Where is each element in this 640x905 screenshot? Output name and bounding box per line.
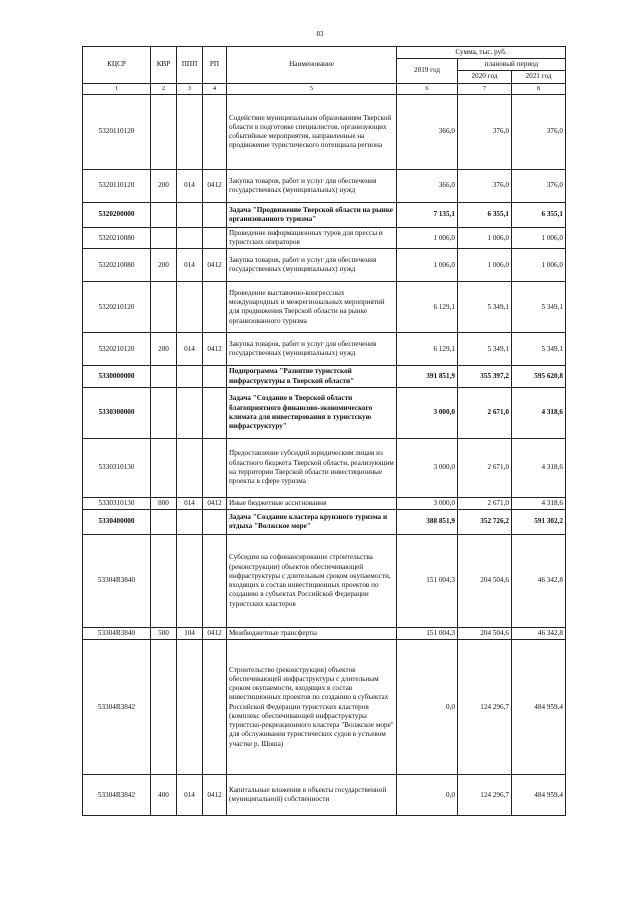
- cell-kcsr: 5320210120: [83, 282, 151, 333]
- header-index: 2: [151, 83, 177, 94]
- cell-rp: [203, 366, 227, 387]
- cell-amount-2019: 151 004,3: [397, 628, 458, 640]
- cell-kvr: [151, 282, 177, 333]
- cell-ppp: [177, 94, 203, 169]
- cell-rp: [203, 640, 227, 775]
- table-row: [83, 94, 566, 169]
- cell-ppp: 014: [177, 775, 203, 816]
- cell-name: Закупка товаров, работ и услуг для обеспечения государственных (муниципальных) нужд: [227, 169, 397, 202]
- cell-rp: [203, 387, 227, 438]
- cell-amount-2020: 1 006,0: [458, 249, 512, 282]
- table-row: [83, 775, 566, 816]
- header-index: 6: [397, 83, 458, 94]
- header-index: 8: [512, 83, 566, 94]
- table-body: [83, 94, 566, 815]
- table-header: [83, 47, 566, 95]
- cell-kvr: [151, 202, 177, 227]
- cell-kcsr: 53304R3842: [83, 640, 151, 775]
- cell-kvr: [151, 227, 177, 248]
- header-index: 7: [458, 83, 512, 94]
- cell-name: Капитальные вложения в объекты государственной (муниципальной) собственности: [227, 775, 397, 816]
- cell-amount-2020: 124 296,7: [458, 640, 512, 775]
- cell-amount-2021: 5 349,1: [512, 282, 566, 333]
- cell-amount-2020: 204 504,6: [458, 628, 512, 640]
- cell-amount-2021: 4 318,6: [512, 438, 566, 497]
- cell-kvr: 200: [151, 169, 177, 202]
- cell-amount-2020: 6 355,1: [458, 202, 512, 227]
- cell-rp: [203, 438, 227, 497]
- cell-kvr: 200: [151, 249, 177, 282]
- cell-kvr: [151, 510, 177, 535]
- cell-name: Межбюджетные трансферты: [227, 628, 397, 640]
- table-row: [83, 510, 566, 535]
- cell-name: Задача "Создание в Тверской области благоприятного финансово-экономического климата для инвестирования в туристскую инфраструктуру": [227, 387, 397, 438]
- cell-kcsr: 53304R3842: [83, 775, 151, 816]
- cell-kcsr: 5330400000: [83, 510, 151, 535]
- cell-kvr: [151, 535, 177, 628]
- budget-table: [82, 46, 566, 816]
- cell-kcsr: 5320110120: [83, 169, 151, 202]
- cell-name: Задача "Создание кластера круизного туризма и отдыха "Волжское море": [227, 510, 397, 535]
- cell-amount-2019: 3 000,0: [397, 497, 458, 509]
- cell-ppp: [177, 535, 203, 628]
- cell-name: Строительство (реконструкция) объектов обеспечивающей инфраструктуры с длительным сроком окупаемости, входящих в состав инвестиционных проектов по созданию в субъектах Российской Федерации туристских кластеров (комплекс обеспечивающей инфраструктуры туристско-рекреационного кластера "Волжское море" для обслуживания туристических судов в устьевом участке р. Шоша): [227, 640, 397, 775]
- cell-amount-2019: 0,0: [397, 775, 458, 816]
- cell-amount-2021: 484 959,4: [512, 640, 566, 775]
- header-rp: РП: [203, 47, 227, 84]
- cell-amount-2021: 1 006,0: [512, 249, 566, 282]
- cell-rp: [203, 94, 227, 169]
- cell-kcsr: 5320200000: [83, 202, 151, 227]
- cell-ppp: 014: [177, 333, 203, 366]
- table-row: [83, 438, 566, 497]
- cell-rp: 0412: [203, 775, 227, 816]
- header-index: 4: [203, 83, 227, 94]
- cell-rp: [203, 282, 227, 333]
- cell-amount-2021: 591 302,2: [512, 510, 566, 535]
- cell-amount-2021: 4 318,6: [512, 497, 566, 509]
- header-year-2020: 2020 год: [458, 71, 512, 83]
- cell-amount-2020: 204 504,6: [458, 535, 512, 628]
- cell-kvr: [151, 387, 177, 438]
- cell-amount-2019: 6 129,1: [397, 333, 458, 366]
- cell-kvr: 800: [151, 497, 177, 509]
- table-row: [83, 202, 566, 227]
- header-index: 5: [227, 83, 397, 94]
- header-ppp: ППП: [177, 47, 203, 84]
- cell-name: Задача "Продвижение Тверской области на рынке организованного туризма": [227, 202, 397, 227]
- cell-name: Предоставление субсидий юридическим лицам из областного бюджета Тверской области, реализующим на территории Тверской области инвестиционные проекты в сфере туризма: [227, 438, 397, 497]
- cell-amount-2021: 5 349,1: [512, 333, 566, 366]
- cell-amount-2020: 355 397,2: [458, 366, 512, 387]
- cell-kvr: 500: [151, 628, 177, 640]
- table-row: [83, 249, 566, 282]
- cell-amount-2020: 376,0: [458, 94, 512, 169]
- table-row: [83, 169, 566, 202]
- cell-amount-2019: 1 006,0: [397, 227, 458, 248]
- cell-amount-2020: 376,0: [458, 169, 512, 202]
- header-kcsr: КЦСР: [83, 47, 151, 84]
- header-index: 1: [83, 83, 151, 94]
- header-index: 3: [177, 83, 203, 94]
- cell-name: Закупка товаров, работ и услуг для обеспечения государственных (муниципальных) нужд: [227, 333, 397, 366]
- cell-kcsr: 5320110120: [83, 94, 151, 169]
- cell-amount-2019: 366,0: [397, 94, 458, 169]
- table-row: [83, 387, 566, 438]
- cell-amount-2021: 376,0: [512, 94, 566, 169]
- cell-kcsr: 53304R3840: [83, 535, 151, 628]
- cell-name: Закупка товаров, работ и услуг для обеспечения государственных (муниципальных) нужд: [227, 249, 397, 282]
- cell-amount-2020: 2 671,0: [458, 438, 512, 497]
- cell-amount-2020: 5 349,1: [458, 282, 512, 333]
- cell-ppp: 014: [177, 169, 203, 202]
- cell-kcsr: 5320210120: [83, 333, 151, 366]
- table-row: [83, 333, 566, 366]
- header-name: Наименование: [227, 47, 397, 84]
- cell-ppp: [177, 510, 203, 535]
- cell-amount-2020: 352 726,2: [458, 510, 512, 535]
- cell-amount-2021: 46 342,8: [512, 628, 566, 640]
- cell-name: Содействие муниципальным образованиям Тверской области в подготовке специалистов, организующих событийные мероприятия, направленные на продвижение туристического потенциала региона: [227, 94, 397, 169]
- cell-kvr: 400: [151, 775, 177, 816]
- cell-rp: [203, 510, 227, 535]
- cell-kvr: [151, 94, 177, 169]
- cell-kcsr: 5330310130: [83, 438, 151, 497]
- cell-rp: 0412: [203, 249, 227, 282]
- table-row: [83, 497, 566, 509]
- cell-amount-2021: 6 355,1: [512, 202, 566, 227]
- table-row: [83, 282, 566, 333]
- header-kvr: КВР: [151, 47, 177, 84]
- cell-amount-2019: 151 004,3: [397, 535, 458, 628]
- header-index-row: [83, 83, 566, 94]
- cell-rp: [203, 202, 227, 227]
- cell-kvr: [151, 366, 177, 387]
- table-row: [83, 535, 566, 628]
- table-row: [83, 628, 566, 640]
- cell-rp: 0412: [203, 169, 227, 202]
- cell-amount-2020: 124 296,7: [458, 775, 512, 816]
- cell-amount-2019: 0,0: [397, 640, 458, 775]
- cell-amount-2020: 1 006,0: [458, 227, 512, 248]
- cell-amount-2019: 366,0: [397, 169, 458, 202]
- cell-name: Иные бюджетные ассигнования: [227, 497, 397, 509]
- cell-amount-2019: 388 851,9: [397, 510, 458, 535]
- cell-ppp: 104: [177, 628, 203, 640]
- cell-rp: 0412: [203, 333, 227, 366]
- table-row: [83, 640, 566, 775]
- cell-amount-2021: 376,0: [512, 169, 566, 202]
- cell-kvr: [151, 438, 177, 497]
- cell-ppp: [177, 438, 203, 497]
- header-planned-period: плановый период: [458, 59, 566, 71]
- cell-rp: [203, 535, 227, 628]
- cell-kcsr: 5330310130: [83, 497, 151, 509]
- cell-ppp: [177, 282, 203, 333]
- cell-amount-2020: 2 671,0: [458, 387, 512, 438]
- cell-name: Проведение выставочно-конгрессных международных и межрегиональных мероприятий для продвижения Тверской области на рынке организованного туризма: [227, 282, 397, 333]
- cell-kvr: [151, 640, 177, 775]
- cell-amount-2019: 6 129,1: [397, 282, 458, 333]
- cell-amount-2020: 5 349,1: [458, 333, 512, 366]
- cell-amount-2021: 46 342,8: [512, 535, 566, 628]
- cell-rp: [203, 227, 227, 248]
- cell-amount-2019: 3 000,0: [397, 438, 458, 497]
- page-number: 83: [316, 30, 324, 38]
- cell-amount-2021: 595 620,8: [512, 366, 566, 387]
- cell-ppp: [177, 387, 203, 438]
- cell-amount-2019: 391 851,9: [397, 366, 458, 387]
- cell-amount-2019: 1 006,0: [397, 249, 458, 282]
- cell-ppp: [177, 227, 203, 248]
- cell-name: Проведение информационных туров для прессы и туристских операторов: [227, 227, 397, 248]
- cell-kcsr: 5320210080: [83, 227, 151, 248]
- cell-ppp: 014: [177, 249, 203, 282]
- cell-kcsr: 5330000000: [83, 366, 151, 387]
- cell-amount-2021: 1 006,0: [512, 227, 566, 248]
- cell-name: Подпрограмма "Развитие туристской инфраструктуры в Тверской области": [227, 366, 397, 387]
- cell-name: Субсидии на софинансирование строительства (реконструкции) объектов обеспечивающей инфраструктуры с длительным сроком окупаемости, входящих в состав инвестиционных проектов по созданию в субъектах Российской Федерации туристских кластеров: [227, 535, 397, 628]
- header-year-2019: 2019 год: [397, 59, 458, 83]
- cell-amount-2020: 2 671,0: [458, 497, 512, 509]
- header-year-2021: 2021 год: [512, 71, 566, 83]
- cell-rp: 0412: [203, 628, 227, 640]
- table-row: [83, 227, 566, 248]
- header-sum: Сумма, тыс. руб.: [397, 47, 566, 59]
- cell-ppp: 014: [177, 497, 203, 509]
- cell-amount-2019: 3 000,0: [397, 387, 458, 438]
- table-row: [83, 366, 566, 387]
- cell-amount-2021: 484 959,4: [512, 775, 566, 816]
- cell-ppp: [177, 366, 203, 387]
- cell-amount-2019: 7 135,1: [397, 202, 458, 227]
- cell-ppp: [177, 640, 203, 775]
- cell-amount-2021: 4 318,6: [512, 387, 566, 438]
- cell-kcsr: 5330300000: [83, 387, 151, 438]
- cell-kcsr: 53304R3840: [83, 628, 151, 640]
- cell-rp: 0412: [203, 497, 227, 509]
- cell-kvr: 200: [151, 333, 177, 366]
- cell-ppp: [177, 202, 203, 227]
- cell-kcsr: 5320210080: [83, 249, 151, 282]
